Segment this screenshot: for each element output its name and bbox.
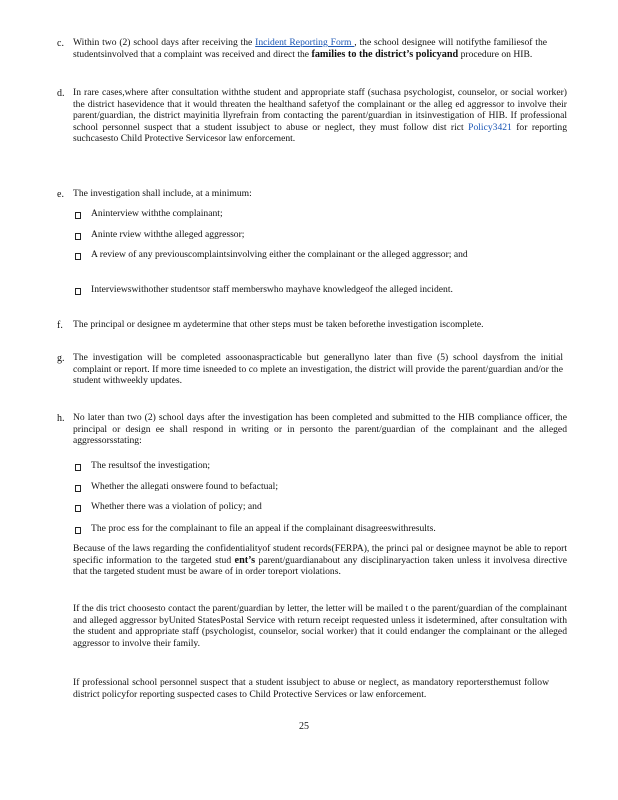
bullet-box-icon (75, 233, 81, 240)
item-h-bullet: The proc ess for the complainant to file an appeal if the complainant disagreeswithresults. (91, 523, 436, 534)
page-number: 25 (299, 721, 309, 732)
incident-reporting-form-link[interactable]: Incident Reporting Form (255, 37, 355, 48)
letter-paragraph: If the dis trict choosesto contact the parent/guardian by letter, the letter will be mailed t o the parent/guardian of the complainant and alleged aggressor byUnited StatesPostal Service with return receipt requested unless it isdetermined, after consultation with the student and appropriate staff (psychologist, counselor, social worker) that it could endanger the complainant or the alleged aggressor to involve their family. (73, 603, 567, 649)
bullet-box-icon (75, 464, 81, 471)
item-e-marker: e. (57, 189, 64, 200)
item-e-bullet: Aninte rview withthe alleged aggressor; (91, 229, 245, 240)
item-h-bullet: Whether the allegati onswere found to befactual; (91, 481, 278, 492)
item-e-text: The investigation shall include, at a minimum: (73, 188, 252, 199)
item-d-marker: d. (57, 88, 65, 99)
ferpa-bold: ent’s (234, 554, 256, 566)
abuse-paragraph: If professional school personnel suspect that a student issubject to abuse or neglect, as mandatory reportersthemust follow district policyfor reporting suspected cases to Child Protective Services or law enforcement. (73, 677, 549, 700)
item-h-bullet: The resultsof the investigation; (91, 460, 211, 471)
item-c-text-1: Within two (2) school days after receiving the (73, 37, 256, 48)
bullet-box-icon (75, 253, 81, 260)
item-c-bold: families to the district’s policyand (311, 48, 459, 60)
item-g-marker: g. (57, 353, 65, 364)
bullet-box-icon (75, 485, 81, 492)
bullet-box-icon (75, 505, 81, 512)
item-f-text: The principal or designee m aydetermine that other steps must be taken beforethe investigation iscomplete. (73, 319, 484, 330)
bullet-box-icon (75, 527, 81, 534)
item-h-marker: h. (57, 413, 65, 424)
item-c-text-3: procedure on HIB. (458, 48, 533, 60)
item-c-text (73, 37, 547, 60)
ferpa-text-2: parent/guardianabout any disciplinaryaction taken unless it involvesa directive that the targeted student must be aware of in order toreport violations. (73, 554, 567, 578)
item-h-text: No later than two (2) school days after the investigation has been completed and submitted to the HIB compliance officer, the principal or design ee shall respond in writing or in personto the parent/guardian of the complainant and the alleged aggressorsstating: (73, 412, 567, 447)
item-d-text-1: In rare cases,where after consultation withthe student and appropriate staff (suchasa psychologist, counselor, or social worker) the district hasevidence that it would threaten the healthand safetyof the complainant or the alleg ed aggressor to involve their parent/guardian, the district mayinitia llyrefrain from contacting the parent/guardian in itsinvestigation of HIB. If professional school personnel suspect that a student issubject to abuse or neglect, they must follow dist rict (73, 87, 567, 133)
policy-3421-link[interactable]: Policy3421 (468, 121, 512, 133)
bullet-box-icon (75, 212, 81, 219)
ferpa-text-1: Because of the laws regarding the confidentialityof student records(FERPA), the princi pal or designee maynot be able to report specific information to the targeted stud (73, 543, 567, 566)
ferpa-paragraph (73, 543, 567, 578)
item-e-bullet: Interviewswithother studentsor staff memberswho mayhave knowledgeof the alleged incident. (91, 284, 453, 295)
item-c-text-2: , the school designee will notifythe familiesof the studentsinvolved that a complaint was received and direct the (73, 37, 547, 60)
item-h-bullet: Whether there was a violation of policy; and (91, 501, 262, 512)
item-f-marker: f. (57, 320, 63, 331)
item-e-bullet: A review of any previouscomplaintsinvolving either the complainant or the alleged aggressor; and (91, 249, 468, 260)
item-d-text-2: for reporting suchcasesto Child Protective Servicesor law enforcement. (73, 121, 567, 145)
item-g-text: The investigation will be completed assoonaspracticable but generallyno later than five (5) school daysfrom the initial complaint or report. If more time isneeded to co mplete an investigation, the district will provide the parent/guardian and/or the student withweekly updates. (73, 352, 563, 387)
item-c-marker: c. (57, 38, 64, 49)
item-d-text (73, 87, 567, 145)
item-e-bullet: Aninterview withthe complainant; (91, 208, 223, 219)
bullet-box-icon (75, 288, 81, 295)
